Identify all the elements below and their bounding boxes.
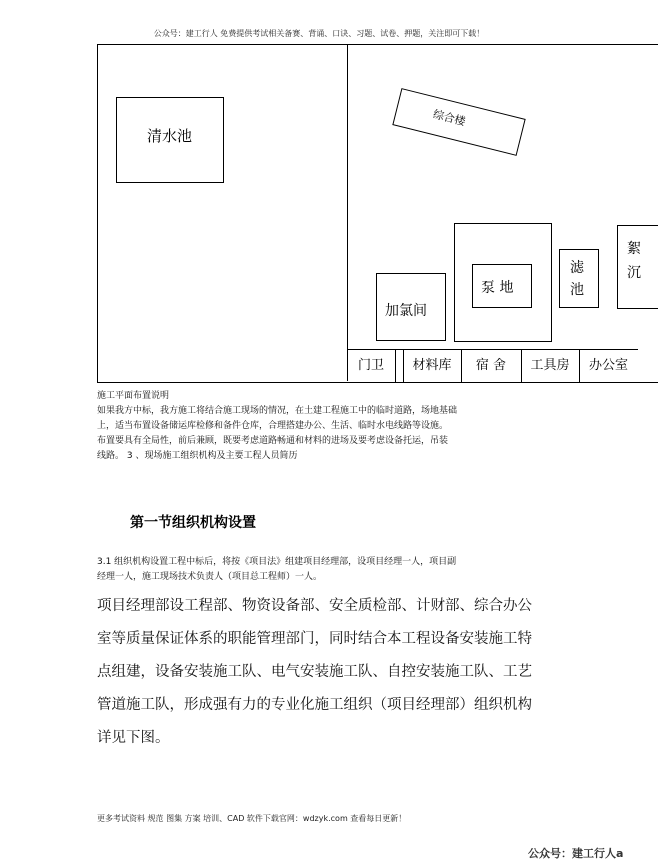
section-intro-line: 经理一人，施工现场技术负责人（项目总工程师）一人。 <box>97 572 323 582</box>
material-store-label: 材料库 <box>412 358 452 373</box>
clear-water-pool <box>116 97 224 183</box>
body-paragraph-line: 管道施工队，形成强有力的专业化施工组织（项目经理部）组织机构 <box>97 697 532 713</box>
plan-caption-line: 上，适当布置设备储运库检修和备件仓库，合理搭建办公、生活、临时水电线路等设施。 <box>97 421 449 431</box>
body-paragraph-line: 详见下图。 <box>97 730 170 746</box>
body-paragraph-line: 项目经理部设工程部、物资设备部、安全质检部、计财部、综合办公 <box>97 598 532 614</box>
body-paragraph-line: 点组建，设备安装施工队、电气安装施工队、自控安装施工队、工艺 <box>97 664 532 680</box>
row-separator <box>395 350 396 382</box>
chlorination-room-label: 加氯间 <box>385 303 427 319</box>
plan-caption-title: 施工平面布置说明 <box>97 391 170 401</box>
page-header: 公众号：建工行人 免费提供考试相关备赛、背诵、口诀、习题、试卷、押题，关注即可下载！ <box>153 29 485 38</box>
facility-row <box>347 349 638 382</box>
office-label: 办公室 <box>588 358 628 373</box>
site-plan-divider <box>347 44 348 381</box>
partial-pool <box>617 225 658 309</box>
filter-pool <box>559 249 599 308</box>
partial-pool-label-1: 絮 <box>627 241 641 257</box>
filter-pool-label-1: 滤 <box>570 260 584 276</box>
gatehouse-label: 门卫 <box>357 358 384 373</box>
partial-pool-label-2: 沉 <box>627 265 641 281</box>
page-footer: 更多考试资料 规范 图集 方案 培训、CAD 软件下载官网：wdzyk.com 查看每日更新！ <box>97 814 407 823</box>
plan-caption-line: 布置要具有全局性，前后兼顾，既要考虑道路畅通和材料的进场及要考虑设备托运，吊装 <box>97 436 449 446</box>
composite-building-label: 综合楼 <box>431 107 467 129</box>
plan-caption-line: 线路。 3 、现场施工组织机构及主要工程人员简历 <box>97 451 298 461</box>
pump-house <box>472 264 532 308</box>
dormitory-label: 宿 舍 <box>475 358 507 373</box>
section-heading: 第一节组织机构设置 <box>130 515 256 531</box>
filter-pool-label-2: 池 <box>570 282 584 298</box>
tool-room-label: 工具房 <box>530 358 570 373</box>
plan-caption-line: 如果我方中标，我方施工将结合施工现场的情况，在土建工程施工中的临时道路，场地基础 <box>97 406 458 416</box>
section-intro-line: 3.1 组织机构设置工程中标后，将按《项目法》组建项目经理部，设项目经理一人，项目副 <box>97 557 457 567</box>
watermark: 公众号：建工行人a <box>528 847 624 860</box>
chlorination-room <box>376 273 446 341</box>
clear-water-pool-label: 清水池 <box>147 127 193 145</box>
pump-house-label: 泵 地 <box>481 280 514 296</box>
body-paragraph-line: 室等质量保证体系的职能管理部门，同时结合本工程设备安装施工特 <box>97 631 532 647</box>
